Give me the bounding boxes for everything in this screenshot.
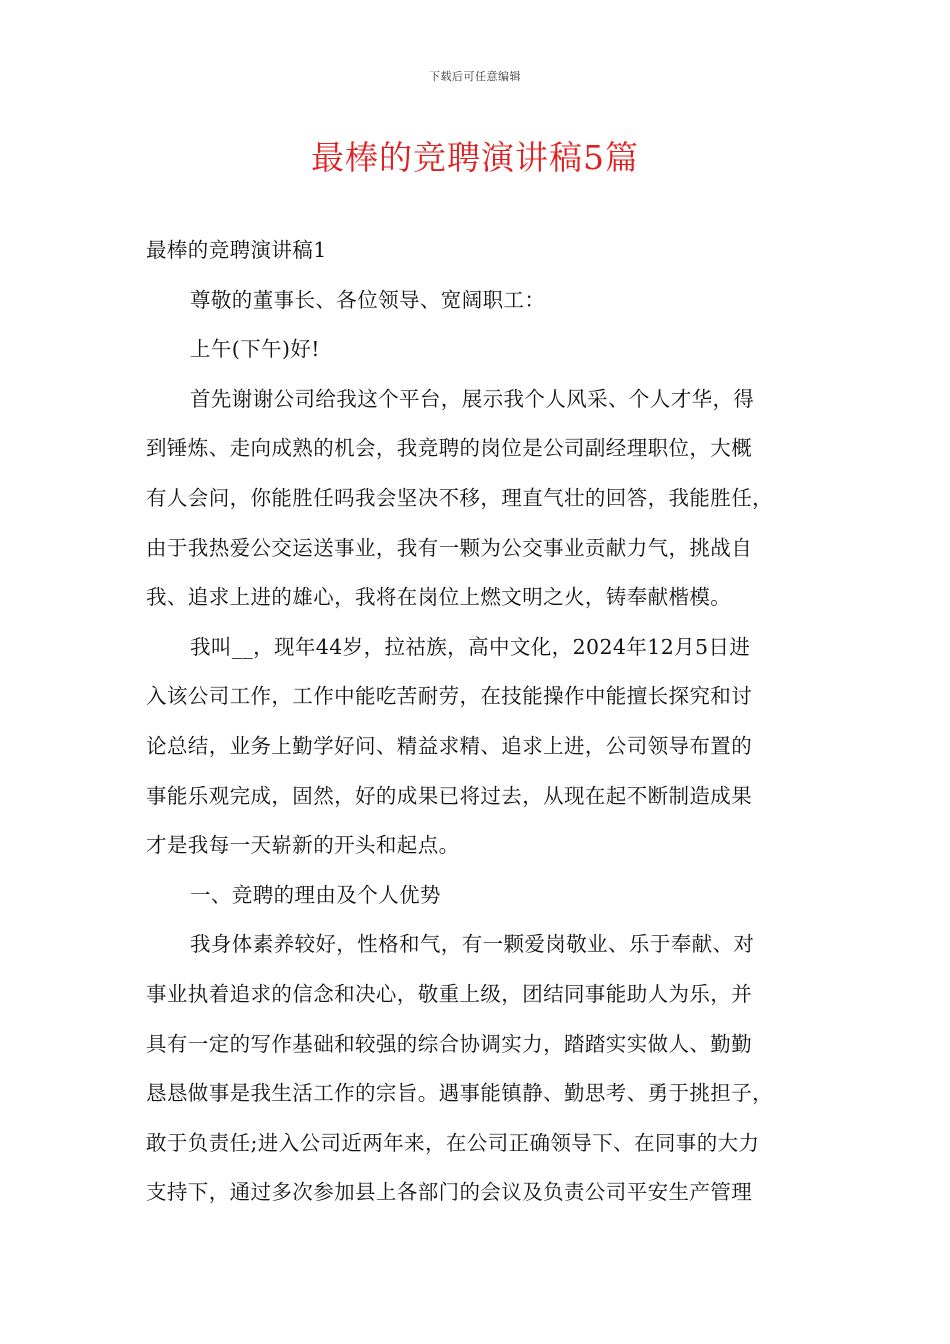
text-line: 事业执着追求的信念和决心，敬重上级，团结同事能助人为乐，并 bbox=[146, 981, 753, 1006]
text-line: 支持下，通过多次参加县上各部门的会议及负责公司平安生产管理 bbox=[146, 1180, 753, 1205]
text-line: 我叫__，现年44岁，拉祜族，高中文化，2024年12月5日进 bbox=[190, 634, 751, 659]
text-line: 我身体素养较好，性格和气，有一颗爱岗敬业、乐于奉献、对 bbox=[190, 932, 755, 957]
document-title: 最棒的竞聘演讲稿5篇 bbox=[311, 138, 639, 177]
text-line: 最棒的竞聘演讲稿1 bbox=[146, 238, 327, 262]
text-line: 首先谢谢公司给我这个平台，展示我个人风采、个人才华，得 bbox=[190, 386, 755, 411]
text-line: 恳恳做事是我生活工作的宗旨。遇事能镇静、勤思考、勇于挑担子， bbox=[146, 1081, 773, 1106]
text-line: 论总结，业务上勤学好问、精益求精、追求上进，公司领导布置的 bbox=[146, 733, 753, 758]
text-line: 我、追求上进的雄心，我将在岗位上燃文明之火，铸奉献楷模。 bbox=[146, 585, 732, 610]
text-line: 事能乐观完成，固然，好的成果已将过去，从现在起不断制造成果 bbox=[146, 783, 753, 808]
document-body bbox=[146, 226, 806, 1218]
text-line: 有人会问，你能胜任吗我会坚决不移，理直气壮的回答，我能胜任， bbox=[146, 485, 773, 510]
text-line: 尊敬的董事长、各位领导、宽阔职工： bbox=[190, 287, 546, 312]
text-line: 入该公司工作，工作中能吃苦耐劳，在技能操作中能擅长探究和讨 bbox=[146, 684, 753, 709]
text-line: 才是我每一天崭新的开头和起点。 bbox=[146, 833, 460, 858]
text-line: 到锤炼、走向成熟的机会，我竞聘的岗位是公司副经理职位，大概 bbox=[146, 436, 753, 461]
text-line: 上午(下午)好! bbox=[190, 337, 320, 362]
text-line: 一、竞聘的理由及个人优势 bbox=[190, 882, 441, 907]
text-line: 敢于负责任;进入公司近两年来，在公司正确领导下、在同事的大力 bbox=[146, 1130, 760, 1155]
text-line: 由于我热爱公交运送事业，我有一颗为公交事业贡献力气，挑战自 bbox=[146, 535, 753, 560]
text-line: 具有一定的写作基础和较强的综合协调实力，踏踏实实做人、勤勤 bbox=[146, 1031, 753, 1056]
header-note: 下载后可任意编辑 bbox=[429, 70, 521, 83]
